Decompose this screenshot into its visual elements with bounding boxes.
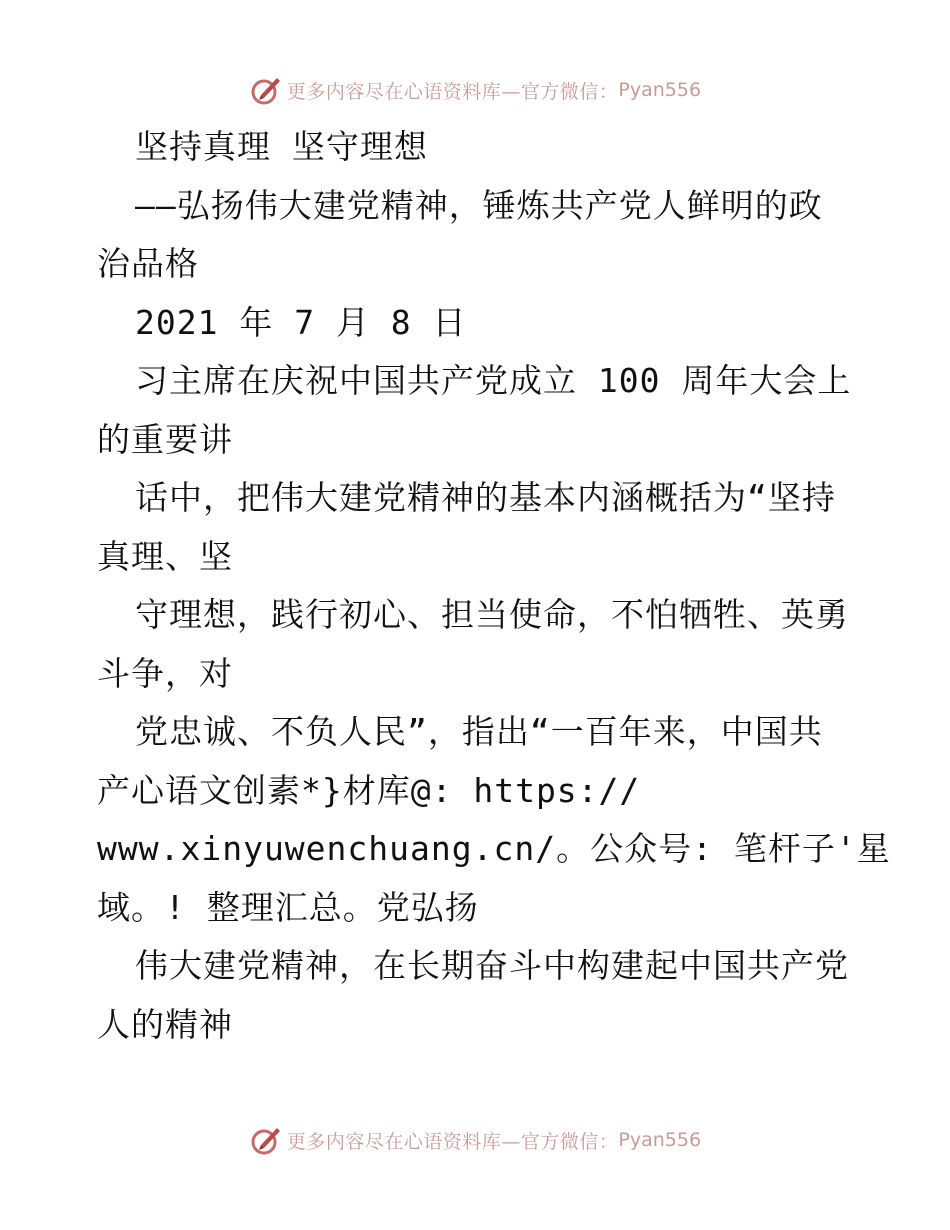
watermark-wechat-id: Pyan556 [618,1129,702,1151]
body-line: 真理、坚 [97,536,233,576]
body-line-url: www.xinyuwenchuang.cn/。公众号: 笔杆子'星 [97,829,891,868]
footer-watermark [0,1120,950,1160]
body-line: 伟大建党精神，在长期奋斗中构建起中国共产党 [135,946,849,985]
body-line: 话中，把伟大建党精神的基本内涵概括为“坚持 [135,478,836,517]
body-line: 人的精神 [97,1004,233,1044]
document-body [97,118,891,1054]
watermark-text: 更多内容尽在心语资料库—官方微信： [286,80,619,103]
body-line: 守理想，践行初心、担当使命，不怕牺牲、英勇 [135,595,849,634]
body-line: 的重要讲 [97,419,233,459]
body-line: 党忠诚、不负人民”，指出“一百年来，中国共 [135,712,823,751]
document-title: 坚持真理 坚守理想 [135,127,428,166]
document-subtitle-line: 治品格 [97,244,199,283]
watermark-text: 更多内容尽在心语资料库—官方微信： [286,1130,619,1153]
header-watermark [0,70,950,110]
body-line: 习主席在庆祝中国共产党成立 100 周年大会上 [135,361,852,400]
quill-pen-logo-icon [249,73,283,107]
document-subtitle-line: ——弘扬伟大建党精神，锤炼共产党人鲜明的政 [135,185,823,225]
body-line: 斗争，对 [97,653,233,693]
body-line: 产心语文创素*}材库@: https:// [97,770,641,810]
body-line: 域。! 整理汇总。党弘扬 [97,887,479,927]
quill-pen-logo-icon [249,1123,283,1157]
document-date: 2021 年 7 月 8 日 [135,302,467,342]
watermark-wechat-id: Pyan556 [618,79,702,101]
